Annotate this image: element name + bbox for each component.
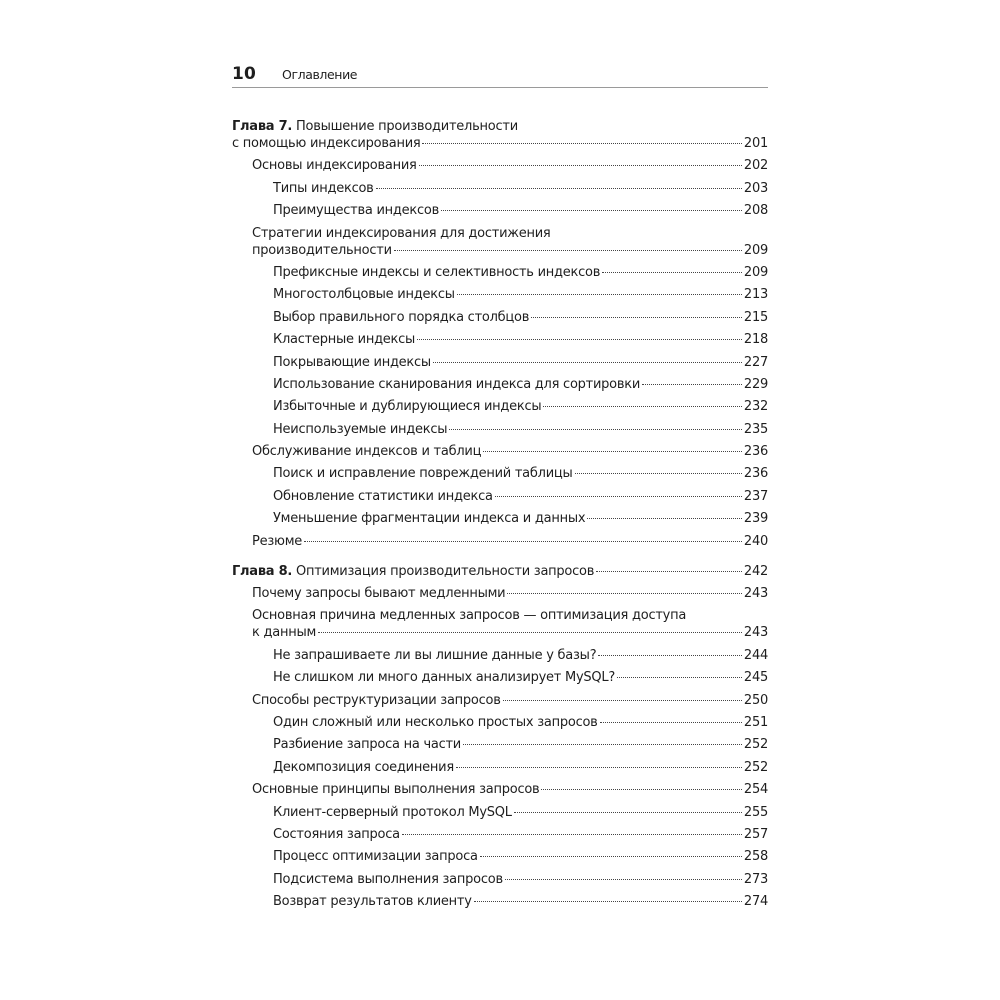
toc-entry[interactable]	[232, 421, 768, 438]
page-number-ref: 201	[743, 136, 768, 151]
toc-entry[interactable]	[232, 736, 768, 753]
dot-leader	[600, 722, 742, 723]
dot-leader	[531, 317, 742, 318]
dot-leader	[483, 451, 742, 452]
page-number-ref: 258	[743, 849, 768, 865]
page-number-ref: 245	[743, 670, 768, 686]
entry-title: Обновление статистики индекса	[273, 488, 493, 504]
dot-leader	[507, 593, 742, 594]
entry-title: Процесс оптимизации запроса	[273, 849, 478, 865]
page-number-ref: 218	[743, 332, 768, 348]
entry-title: Типы индексов	[273, 180, 374, 196]
entry-title: Многостолбцовые индексы	[273, 287, 455, 303]
chapter-title-continued: с помощью индексирования	[232, 136, 421, 151]
page-number-ref: 240	[743, 533, 768, 549]
page-number-ref: 251	[743, 714, 768, 730]
dot-leader	[457, 294, 742, 295]
dot-leader	[503, 700, 742, 701]
chapter-title: Оптимизация производительности запросов	[295, 563, 595, 579]
entry-title: Основные принципы выполнения запросов	[252, 782, 540, 798]
dot-leader	[514, 812, 742, 813]
page-number-ref: 273	[743, 871, 768, 887]
dot-leader	[304, 541, 742, 542]
chapter-label: Глава 8.	[232, 563, 293, 579]
toc-entry[interactable]	[232, 354, 768, 371]
dot-leader	[598, 655, 742, 656]
page-number-ref: 213	[743, 287, 768, 303]
toc-entry[interactable]	[232, 893, 768, 910]
entry-title: Почему запросы бывают медленными	[252, 586, 506, 602]
page-number-ref: 203	[743, 180, 768, 196]
dot-leader	[575, 473, 742, 474]
toc-entry[interactable]	[232, 465, 768, 482]
page-number-ref: 244	[743, 647, 768, 663]
toc-entry[interactable]	[232, 692, 768, 709]
dot-leader	[602, 272, 742, 273]
page-number-ref: 243	[743, 625, 768, 641]
dot-leader	[587, 518, 742, 519]
toc-entry[interactable]	[232, 607, 768, 641]
dot-leader	[417, 339, 742, 340]
entry-title: Возврат результатов клиенту	[273, 894, 472, 910]
entry-title: Один сложный или несколько простых запросов	[273, 714, 598, 730]
entry-title: Покрывающие индексы	[273, 354, 431, 370]
dot-leader	[543, 406, 741, 407]
page-number-ref: 229	[743, 376, 768, 392]
entry-title: Основы индексирования	[252, 158, 417, 174]
dot-leader	[480, 856, 742, 857]
dot-leader	[642, 384, 742, 385]
toc-entry[interactable]	[232, 264, 768, 281]
entry-title: Подсистема выполнения запросов	[273, 871, 503, 887]
entry-title: Не запрашиваете ли вы лишние данные у базы?	[273, 647, 597, 663]
page-number-ref: 209	[743, 242, 768, 258]
toc-entry[interactable]	[232, 669, 768, 686]
page-number: 10	[232, 64, 257, 84]
toc-entry[interactable]	[232, 826, 768, 843]
entry-title: Клиент-серверный протокол MySQL	[273, 804, 512, 820]
entry-title: Способы реструктуризации запросов	[252, 692, 501, 708]
entry-title: Уменьшение фрагментации индекса и данных	[273, 511, 586, 527]
page-number-ref: 239	[743, 511, 768, 527]
entry-title: Кластерные индексы	[273, 332, 416, 348]
dot-leader	[318, 632, 742, 633]
entry-title: Основная причина медленных запросов — оптимизация доступа	[252, 608, 687, 624]
toc-entry[interactable]	[232, 848, 768, 865]
toc-entry[interactable]	[232, 647, 768, 664]
toc-entry[interactable]	[232, 309, 768, 326]
entry-title: Разбиение запроса на части	[273, 737, 462, 753]
running-head: Оглавление	[282, 67, 358, 82]
toc-entry[interactable]	[232, 488, 768, 505]
page-number-ref: 257	[743, 826, 768, 842]
toc-entry[interactable]	[232, 871, 768, 888]
dot-leader	[456, 767, 742, 768]
chapter-title: Повышение производительности	[295, 119, 518, 134]
toc-entry[interactable]	[232, 804, 768, 821]
toc-entry[interactable]	[232, 376, 768, 393]
entry-title: Выбор правильного порядка столбцов	[273, 309, 530, 325]
toc-entry[interactable]	[232, 781, 768, 798]
entry-title: Не слишком ли много данных анализирует MySQL?	[273, 670, 616, 686]
dot-leader	[433, 362, 742, 363]
toc-entry[interactable]	[232, 331, 768, 348]
entry-title: Декомпозиция соединения	[273, 759, 454, 775]
toc-entry[interactable]	[232, 759, 768, 776]
toc-entry[interactable]	[232, 180, 768, 197]
toc-chapter-8[interactable]	[232, 563, 768, 580]
dot-leader	[449, 429, 742, 430]
page-number-ref: 254	[743, 782, 768, 798]
dot-leader	[474, 901, 742, 902]
page-number-ref: 242	[743, 563, 768, 579]
dot-leader	[463, 744, 742, 745]
entry-title: Резюме	[252, 533, 302, 549]
dot-leader	[402, 834, 742, 835]
entry-title: Использование сканирования индекса для сортировки	[273, 376, 641, 392]
page-number-ref: 208	[743, 203, 768, 219]
dot-leader	[596, 571, 742, 572]
page-number-ref: 236	[743, 466, 768, 482]
page-number-ref: 202	[743, 158, 768, 174]
dot-leader	[441, 210, 742, 211]
dot-leader	[617, 677, 742, 678]
toc-entry[interactable]	[232, 585, 768, 602]
page-number-ref: 235	[743, 421, 768, 437]
toc-entry[interactable]	[232, 510, 768, 527]
dot-leader	[394, 250, 742, 251]
entry-title: Преимущества индексов	[273, 203, 439, 219]
toc-entry[interactable]	[232, 533, 768, 550]
entry-title: Избыточные и дублирующиеся индексы	[273, 399, 542, 415]
entry-title: Состояния запроса	[273, 826, 400, 842]
page-number-ref: 237	[743, 488, 768, 504]
page-number-ref: 252	[743, 759, 768, 775]
page-number-ref: 255	[743, 804, 768, 820]
dot-leader	[505, 879, 742, 880]
entry-title: Префиксные индексы и селективность индексов	[273, 264, 601, 280]
toc-entry[interactable]	[232, 157, 768, 174]
entry-title-continued: к данным	[252, 625, 317, 641]
toc-entry[interactable]	[232, 443, 768, 460]
page-number-ref: 250	[743, 692, 768, 708]
dot-leader	[495, 496, 742, 497]
page-number-ref: 227	[743, 354, 768, 370]
dot-leader	[376, 188, 742, 189]
toc-entry[interactable]	[232, 398, 768, 415]
page-number-ref: 215	[743, 309, 768, 325]
entry-title: Обслуживание индексов и таблиц	[252, 444, 482, 460]
toc-entry[interactable]	[232, 225, 768, 259]
page-number-ref: 232	[743, 399, 768, 415]
page-number-ref: 236	[743, 444, 768, 460]
entry-title-continued: производительности	[252, 242, 392, 258]
page-number-ref: 209	[743, 264, 768, 280]
page-number-ref: 274	[743, 894, 768, 910]
dot-leader	[422, 143, 741, 144]
entry-title: Неиспользуемые индексы	[273, 421, 448, 437]
dot-leader	[419, 165, 742, 166]
dot-leader	[541, 789, 741, 790]
toc-chapter-7[interactable]	[232, 118, 768, 152]
toc-entry[interactable]	[232, 202, 768, 219]
entry-title: Стратегии индексирования для достижения	[252, 225, 551, 241]
entry-title: Поиск и исправление повреждений таблицы	[273, 466, 573, 482]
page-number-ref: 243	[743, 586, 768, 602]
chapter-label: Глава 7.	[232, 119, 293, 134]
table-of-contents	[232, 118, 768, 916]
page-header	[232, 63, 768, 85]
toc-entry[interactable]	[232, 286, 768, 303]
toc-entry[interactable]	[232, 714, 768, 731]
header-divider	[232, 87, 768, 88]
page-number-ref: 252	[743, 737, 768, 753]
